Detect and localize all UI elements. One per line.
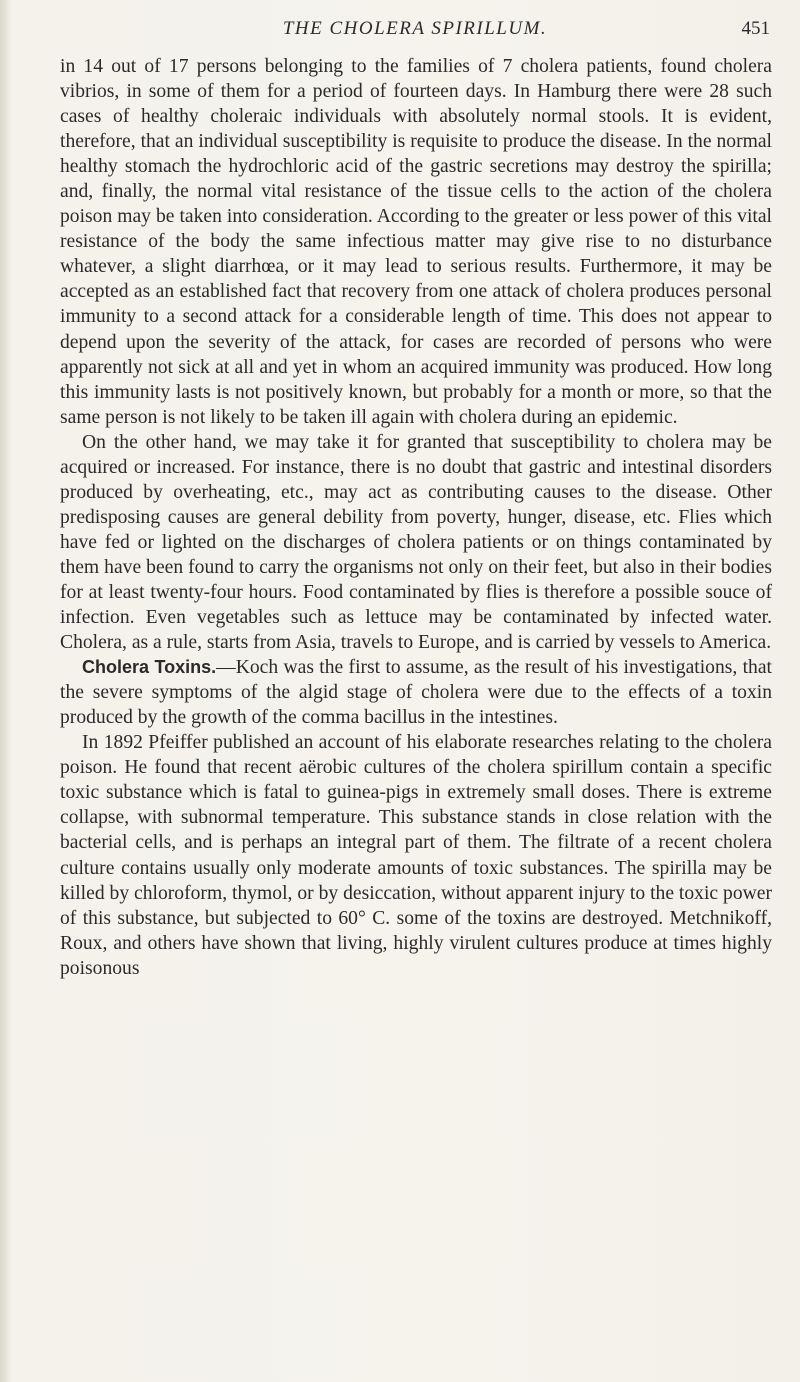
paragraph: in 14 out of 17 persons belonging to the families of 7 cholera patients, found cholera vibrios, in some of them for a period of fourteen days. In Hamburg there were 28 such cases of healthy choleraic individuals with absolutely normal stools. It is evident, therefore, that an individual susceptibility is requisite to produce the disease. In the normal healthy stomach the hydrochloric acid of the gastric secretions may destroy the spirilla; and, finally, the normal vital resistance of the tissue cells to the action of the cholera poison may be taken into consideration. According to the greater or less power of this vital resistance of the body the same infectious matter may give rise to no disturbance whatever, a slight diarrhœa, or it may lead to serious results. Furthermore, it may be accepted as an established fact that recovery from one attack of cholera produces personal immunity to a second attack for a considerable length of time. This does not appear to depend upon the severity of the attack, for cases are recorded of persons who were apparently not sick at all and yet in whom an acquired immunity was produced. How long this immunity lasts is not positively known, but probably for a month or more, so that the same person is not likely to be taken ill again with cholera during an epidemic. [60, 56, 772, 428]
binding-gutter [0, 0, 10, 1382]
page-number: 451 [741, 18, 770, 39]
body-text [60, 54, 772, 981]
paragraph-text: —Koch was the first to assume, as the result of his investigations, that the severe symptoms of the algid stage of cholera were due to the effects of a toxin produced by the growth of the comma bacillus in the intestines. [60, 657, 772, 729]
paragraph: On the other hand, we may take it for granted that susceptibility to cholera may be acquired or increased. For instance, there is no doubt that gastric and intestinal disorders produced by overheating, etc., may act as contributing causes to the disease. Other predisposing causes are general debility from poverty, hunger, disease, etc. Flies which have fed or lighted on the discharges of cholera patients or on things contaminated by them have been found to carry the organisms not only on their feet, but also in their bodies for at least twenty-four hours. Food contaminated by flies is therefore a possible souce of infection. Even vegetables such as lettuce may be contaminated by infected water. Cholera, as a rule, starts from Asia, travels to Europe, and is carried by vessels to America. [60, 431, 772, 654]
running-title: THE CHOLERA SPIRILLUM. [282, 18, 548, 39]
paragraph [60, 655, 772, 730]
section-heading: Cholera Toxins. [82, 657, 217, 678]
page-header [60, 14, 770, 44]
paragraph: In 1892 Pfeiffer published an account of his elaborate researches relating to the cholera poison. He found that recent aërobic cultures of the cholera spirillum contain a specific toxic substance which is fatal to guinea-pigs in extremely small doses. There is extreme collapse, with subnormal temperature. This substance stands in close relation with the bacterial cells, and is perhaps an integral part of them. The filtrate of a recent cholera culture contains usually only moderate amounts of toxic substances. The spirilla may be killed by chloroform, thymol, or by desiccation, without apparent injury to the toxic power of this substance, but subjected to 60° C. some of the toxins are destroyed. Metchnikoff, Roux, and others have shown that living, highly virulent cultures produce at times highly poisonous [60, 732, 772, 979]
